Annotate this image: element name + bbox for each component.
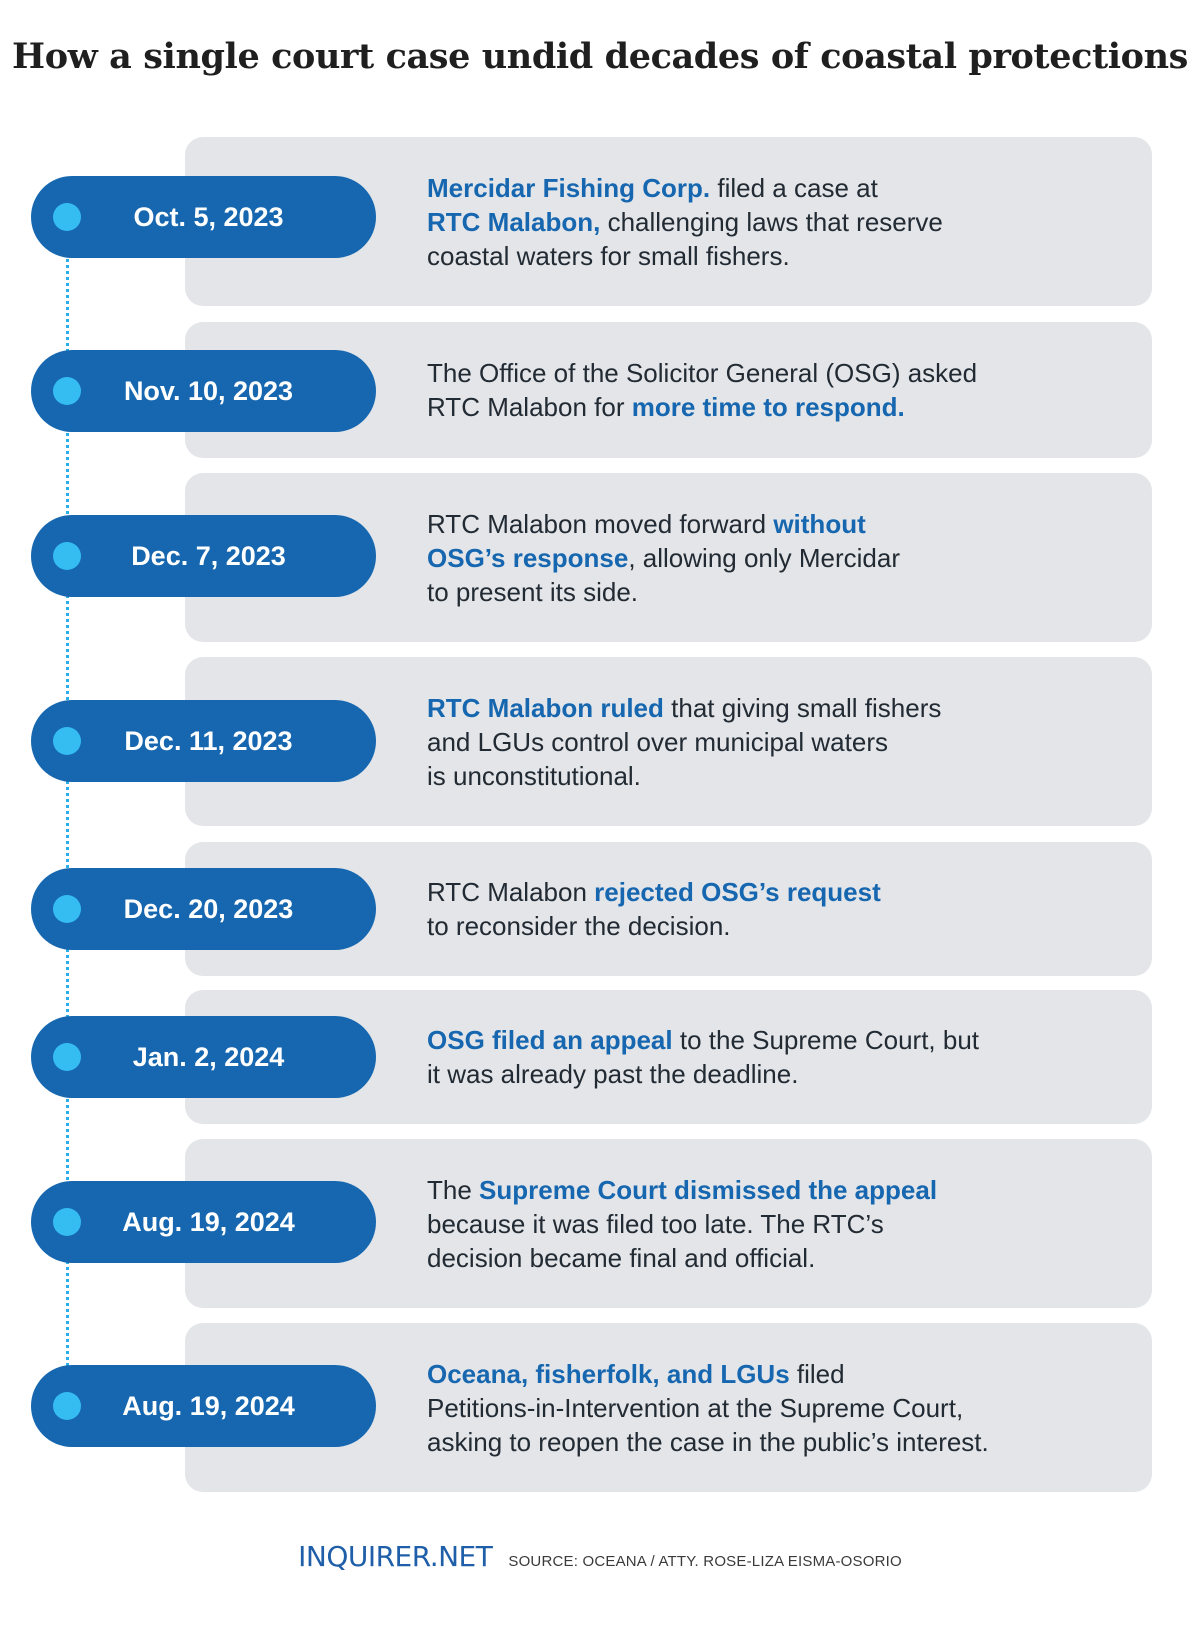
event-text: decision became final and official.: [427, 1242, 816, 1273]
publisher-logo: INQUIRER.NET: [298, 1540, 493, 1573]
event-text: it was already past the deadline.: [427, 1059, 799, 1089]
highlighted-text: RTC Malabon ruled: [427, 692, 664, 723]
event-description: [427, 171, 1122, 273]
event-text: that giving small fishers: [663, 692, 942, 723]
event-text: because it was filed too late. The RTC’s: [427, 1208, 884, 1239]
timeline-dot: [53, 542, 81, 570]
timeline-dot: [53, 895, 81, 923]
event-text: filed a case at: [710, 172, 878, 203]
event-text: The: [427, 1174, 480, 1205]
highlighted-text: more time to respond.: [631, 392, 905, 422]
event-date-pill: Jan. 2, 2024: [31, 1016, 376, 1098]
event-text: to reconsider the decision.: [427, 911, 731, 941]
event-date-pill: Nov. 10, 2023: [31, 350, 376, 432]
event-text: RTC Malabon: [427, 877, 595, 907]
event-text: RTC Malabon for: [427, 392, 632, 422]
event-date-pill: Oct. 5, 2023: [31, 176, 376, 258]
event-description: [427, 875, 1122, 943]
page-title: How a single court case undid decades of coastal protections: [12, 36, 1188, 77]
highlighted-text: Oceana, fisherfolk, and LGUs: [427, 1358, 790, 1389]
event-date-pill: Aug. 19, 2024: [31, 1365, 376, 1447]
highlighted-text: without: [773, 508, 866, 539]
source-credit: SOURCE: OCEANA / ATTY. ROSE-LIZA EISMA-OSORIO: [508, 1553, 902, 1570]
event-date-pill: Aug. 19, 2024: [31, 1181, 376, 1263]
event-text: filed: [789, 1358, 845, 1389]
highlighted-text: Supreme Court dismissed the appeal: [479, 1174, 938, 1205]
event-description: [427, 507, 1122, 609]
event-date-pill: Dec. 11, 2023: [31, 700, 376, 782]
event-description: [427, 1023, 1122, 1091]
event-text: The Office of the Solicitor General (OSG) asked: [427, 358, 978, 388]
timeline-dot: [53, 1208, 81, 1236]
event-text: is unconstitutional.: [427, 760, 641, 791]
event-text: asking to reopen the case in the public’s interest.: [427, 1426, 989, 1457]
event-text: to the Supreme Court, but: [672, 1025, 980, 1055]
timeline-dot: [53, 1392, 81, 1420]
event-date-pill: Dec. 20, 2023: [31, 868, 376, 950]
timeline-dot: [53, 203, 81, 231]
event-text: , allowing only Mercidar: [628, 542, 901, 573]
event-description: [427, 356, 1122, 424]
timeline-dot: [53, 727, 81, 755]
event-text: RTC Malabon moved forward: [427, 508, 774, 539]
event-text: to present its side.: [427, 576, 638, 607]
event-description: [427, 1357, 1122, 1459]
highlighted-text: rejected OSG’s request: [594, 877, 881, 907]
highlighted-text: OSG filed an appeal: [427, 1025, 673, 1055]
highlighted-text: OSG’s response: [427, 542, 629, 573]
event-description: [427, 691, 1122, 793]
event-text: Petitions-in-Intervention at the Supreme Court,: [427, 1392, 964, 1423]
highlighted-text: Mercidar Fishing Corp.: [427, 172, 711, 203]
timeline-dot: [53, 1043, 81, 1071]
event-date-pill: Dec. 7, 2023: [31, 515, 376, 597]
event-description: [427, 1173, 1122, 1275]
event-text: and LGUs control over municipal waters: [427, 726, 888, 757]
event-text: challenging laws that reserve: [600, 206, 943, 237]
footer: [0, 1540, 1200, 1573]
event-text: coastal waters for small fishers.: [427, 240, 790, 271]
timeline-dot: [53, 377, 81, 405]
highlighted-text: RTC Malabon,: [427, 206, 601, 237]
